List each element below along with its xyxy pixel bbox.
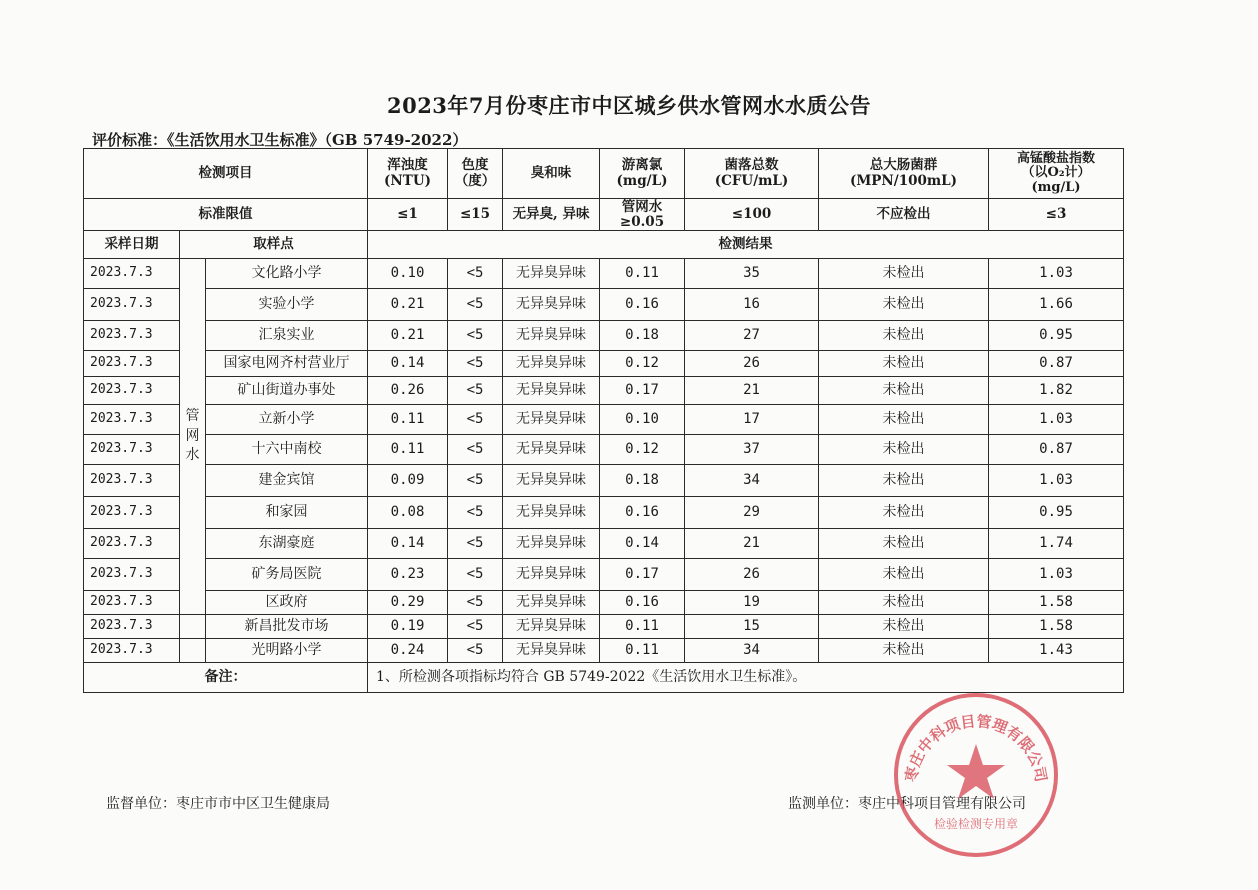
sample-date: 2023.7.3 xyxy=(84,497,180,529)
result-odor: 无异臭异味 xyxy=(503,377,600,405)
result-turbidity: 0.23 xyxy=(368,559,448,591)
result-chlorine: 0.16 xyxy=(600,591,685,615)
result-turbidity: 0.26 xyxy=(368,377,448,405)
result-bacteria: 21 xyxy=(685,529,819,559)
result-chlorine: 0.16 xyxy=(600,289,685,321)
sampling-site: 实验小学 xyxy=(206,289,368,321)
table-row xyxy=(84,615,1124,639)
result-odor: 无异臭异味 xyxy=(503,321,600,351)
header-color: 色度 （度） xyxy=(448,149,503,199)
result-chlorine: 0.12 xyxy=(600,351,685,377)
result-odor: 无异臭异味 xyxy=(503,529,600,559)
result-bacteria: 26 xyxy=(685,351,819,377)
sample-date: 2023.7.3 xyxy=(84,377,180,405)
supervisor-unit: 监督单位：枣庄市市中区卫生健康局 xyxy=(106,796,330,812)
sampling-site: 新昌批发市场 xyxy=(206,615,368,639)
evaluation-standard: 评价标准：《生活饮用水卫生标准》（GB 5749-2022） xyxy=(92,131,468,149)
limit-bacteria: ≤100 xyxy=(685,199,819,231)
sample-date: 2023.7.3 xyxy=(84,559,180,591)
result-coliform: 未检出 xyxy=(819,435,989,465)
result-odor: 无异臭异味 xyxy=(503,591,600,615)
result-odor: 无异臭异味 xyxy=(503,405,600,435)
testing-unit: 监测单位：枣庄中科项目管理有限公司 xyxy=(788,796,1026,812)
result-turbidity: 0.11 xyxy=(368,435,448,465)
result-odor: 无异臭异味 xyxy=(503,259,600,289)
sampling-site: 东湖豪庭 xyxy=(206,529,368,559)
result-bacteria: 26 xyxy=(685,559,819,591)
result-coliform: 未检出 xyxy=(819,465,989,497)
table-row xyxy=(84,377,1124,405)
result-permanganate: 1.66 xyxy=(989,289,1124,321)
result-odor: 无异臭异味 xyxy=(503,559,600,591)
header-bacteria: 菌落总数 (CFU/mL) xyxy=(685,149,819,199)
result-color: <5 xyxy=(448,435,503,465)
svg-text:枣庄中科项目管理有限公司: 枣庄中科项目管理有限公司 xyxy=(901,712,1051,784)
header-chlorine: 游离氯 (mg/L) xyxy=(600,149,685,199)
limit-permanganate: ≤3 xyxy=(989,199,1124,231)
svg-text:检验检测专用章: 检验检测专用章 xyxy=(933,817,1019,831)
sampling-site: 矿务局医院 xyxy=(206,559,368,591)
subheader-results: 检测结果 xyxy=(368,231,1124,259)
result-bacteria: 15 xyxy=(685,615,819,639)
result-color: <5 xyxy=(448,615,503,639)
result-bacteria: 29 xyxy=(685,497,819,529)
result-permanganate: 0.95 xyxy=(989,321,1124,351)
result-color: <5 xyxy=(448,497,503,529)
page-title: 2023年7月份枣庄市中区城乡供水管网水水质公告 xyxy=(386,93,872,118)
limits-row xyxy=(84,199,1124,231)
result-color: <5 xyxy=(448,259,503,289)
result-coliform: 未检出 xyxy=(819,529,989,559)
limits-label: 标准限值 xyxy=(84,199,368,231)
result-odor: 无异臭异味 xyxy=(503,615,600,639)
result-turbidity: 0.08 xyxy=(368,497,448,529)
sample-date: 2023.7.3 xyxy=(84,435,180,465)
result-chlorine: 0.17 xyxy=(600,559,685,591)
result-chlorine: 0.11 xyxy=(600,639,685,663)
table-row xyxy=(84,405,1124,435)
sample-date: 2023.7.3 xyxy=(84,639,180,663)
header-odor: 臭和味 xyxy=(503,149,600,199)
result-color: <5 xyxy=(448,377,503,405)
sample-date: 2023.7.3 xyxy=(84,289,180,321)
official-seal xyxy=(888,690,1064,860)
table-row xyxy=(84,465,1124,497)
sample-date: 2023.7.3 xyxy=(84,465,180,497)
result-bacteria: 19 xyxy=(685,591,819,615)
result-permanganate: 1.74 xyxy=(989,529,1124,559)
result-chlorine: 0.12 xyxy=(600,435,685,465)
table-row xyxy=(84,497,1124,529)
result-turbidity: 0.09 xyxy=(368,465,448,497)
header-row xyxy=(84,149,1124,199)
result-coliform: 未检出 xyxy=(819,615,989,639)
result-color: <5 xyxy=(448,465,503,497)
sampling-site: 汇泉实业 xyxy=(206,321,368,351)
sampling-site: 国家电网齐村营业厅 xyxy=(206,351,368,377)
sampling-site: 矿山街道办事处 xyxy=(206,377,368,405)
result-bacteria: 17 xyxy=(685,405,819,435)
result-turbidity: 0.24 xyxy=(368,639,448,663)
result-turbidity: 0.14 xyxy=(368,351,448,377)
result-coliform: 未检出 xyxy=(819,405,989,435)
result-bacteria: 21 xyxy=(685,377,819,405)
result-turbidity: 0.14 xyxy=(368,529,448,559)
result-chlorine: 0.18 xyxy=(600,321,685,351)
sampling-site: 区政府 xyxy=(206,591,368,615)
result-coliform: 未检出 xyxy=(819,351,989,377)
result-color: <5 xyxy=(448,639,503,663)
remarks-row xyxy=(84,663,1124,693)
sample-date: 2023.7.3 xyxy=(84,615,180,639)
water-type-empty xyxy=(180,615,206,639)
result-odor: 无异臭异味 xyxy=(503,497,600,529)
table-row xyxy=(84,321,1124,351)
table-row xyxy=(84,529,1124,559)
sampling-site: 文化路小学 xyxy=(206,259,368,289)
result-color: <5 xyxy=(448,529,503,559)
result-permanganate: 0.87 xyxy=(989,351,1124,377)
limit-turbidity: ≤1 xyxy=(368,199,448,231)
result-coliform: 未检出 xyxy=(819,639,989,663)
result-turbidity: 0.19 xyxy=(368,615,448,639)
table-row xyxy=(84,259,1124,289)
result-bacteria: 34 xyxy=(685,465,819,497)
result-turbidity: 0.21 xyxy=(368,289,448,321)
result-bacteria: 27 xyxy=(685,321,819,351)
limit-odor: 无异臭, 异味 xyxy=(503,199,600,231)
result-chlorine: 0.14 xyxy=(600,529,685,559)
subheader-site: 取样点 xyxy=(180,231,368,259)
result-bacteria: 34 xyxy=(685,639,819,663)
result-odor: 无异臭异味 xyxy=(503,465,600,497)
result-turbidity: 0.21 xyxy=(368,321,448,351)
header-coliform: 总大肠菌群 (MPN/100mL) xyxy=(819,149,989,199)
result-permanganate: 1.03 xyxy=(989,259,1124,289)
sample-date: 2023.7.3 xyxy=(84,321,180,351)
result-permanganate: 1.43 xyxy=(989,639,1124,663)
result-odor: 无异臭异味 xyxy=(503,289,600,321)
table-row xyxy=(84,289,1124,321)
result-odor: 无异臭异味 xyxy=(503,639,600,663)
result-permanganate: 1.03 xyxy=(989,405,1124,435)
sample-date: 2023.7.3 xyxy=(84,591,180,615)
result-coliform: 未检出 xyxy=(819,289,989,321)
seal-star-icon xyxy=(947,744,1005,799)
result-permanganate: 1.82 xyxy=(989,377,1124,405)
result-chlorine: 0.10 xyxy=(600,405,685,435)
table-row xyxy=(84,639,1124,663)
result-color: <5 xyxy=(448,559,503,591)
sampling-site: 和家园 xyxy=(206,497,368,529)
result-color: <5 xyxy=(448,289,503,321)
subheader-row xyxy=(84,231,1124,259)
result-bacteria: 16 xyxy=(685,289,819,321)
limit-chlorine: 管网水 ≥0.05 xyxy=(600,199,685,231)
result-permanganate: 1.58 xyxy=(989,615,1124,639)
result-odor: 无异臭异味 xyxy=(503,351,600,377)
result-permanganate: 1.03 xyxy=(989,559,1124,591)
limit-color: ≤15 xyxy=(448,199,503,231)
result-color: <5 xyxy=(448,405,503,435)
remarks-text: 1、所检测各项指标均符合 GB 5749-2022《生活饮用水卫生标准》。 xyxy=(368,663,1124,693)
result-chlorine: 0.16 xyxy=(600,497,685,529)
result-chlorine: 0.18 xyxy=(600,465,685,497)
limit-coliform: 不应检出 xyxy=(819,199,989,231)
header-permanganate: 高锰酸盐指数 （以O₂计） (mg/L) xyxy=(989,149,1124,199)
table-row xyxy=(84,591,1124,615)
result-coliform: 未检出 xyxy=(819,377,989,405)
result-chlorine: 0.17 xyxy=(600,377,685,405)
remarks-label: 备注： xyxy=(84,663,368,693)
result-chlorine: 0.11 xyxy=(600,615,685,639)
result-coliform: 未检出 xyxy=(819,321,989,351)
result-turbidity: 0.11 xyxy=(368,405,448,435)
result-permanganate: 1.03 xyxy=(989,465,1124,497)
table-row xyxy=(84,559,1124,591)
water-quality-table xyxy=(83,148,1124,693)
sampling-site: 立新小学 xyxy=(206,405,368,435)
result-permanganate: 0.87 xyxy=(989,435,1124,465)
result-odor: 无异臭异味 xyxy=(503,435,600,465)
result-permanganate: 1.58 xyxy=(989,591,1124,615)
result-coliform: 未检出 xyxy=(819,259,989,289)
sampling-site: 十六中南校 xyxy=(206,435,368,465)
sample-date: 2023.7.3 xyxy=(84,529,180,559)
water-type-empty xyxy=(180,639,206,663)
table-row xyxy=(84,435,1124,465)
result-bacteria: 37 xyxy=(685,435,819,465)
result-turbidity: 0.10 xyxy=(368,259,448,289)
sample-date: 2023.7.3 xyxy=(84,259,180,289)
result-permanganate: 0.95 xyxy=(989,497,1124,529)
result-coliform: 未检出 xyxy=(819,559,989,591)
result-color: <5 xyxy=(448,351,503,377)
header-turbidity: 浑浊度 (NTU) xyxy=(368,149,448,199)
result-coliform: 未检出 xyxy=(819,591,989,615)
sampling-site: 建金宾馆 xyxy=(206,465,368,497)
sampling-site: 光明路小学 xyxy=(206,639,368,663)
table-row xyxy=(84,351,1124,377)
result-chlorine: 0.11 xyxy=(600,259,685,289)
water-type-label: 管 网 水 xyxy=(180,259,206,615)
header-item: 检测项目 xyxy=(84,149,368,199)
sample-date: 2023.7.3 xyxy=(84,405,180,435)
sample-date: 2023.7.3 xyxy=(84,351,180,377)
result-bacteria: 35 xyxy=(685,259,819,289)
result-color: <5 xyxy=(448,321,503,351)
result-color: <5 xyxy=(448,591,503,615)
result-coliform: 未检出 xyxy=(819,497,989,529)
subheader-date: 采样日期 xyxy=(84,231,180,259)
result-turbidity: 0.29 xyxy=(368,591,448,615)
